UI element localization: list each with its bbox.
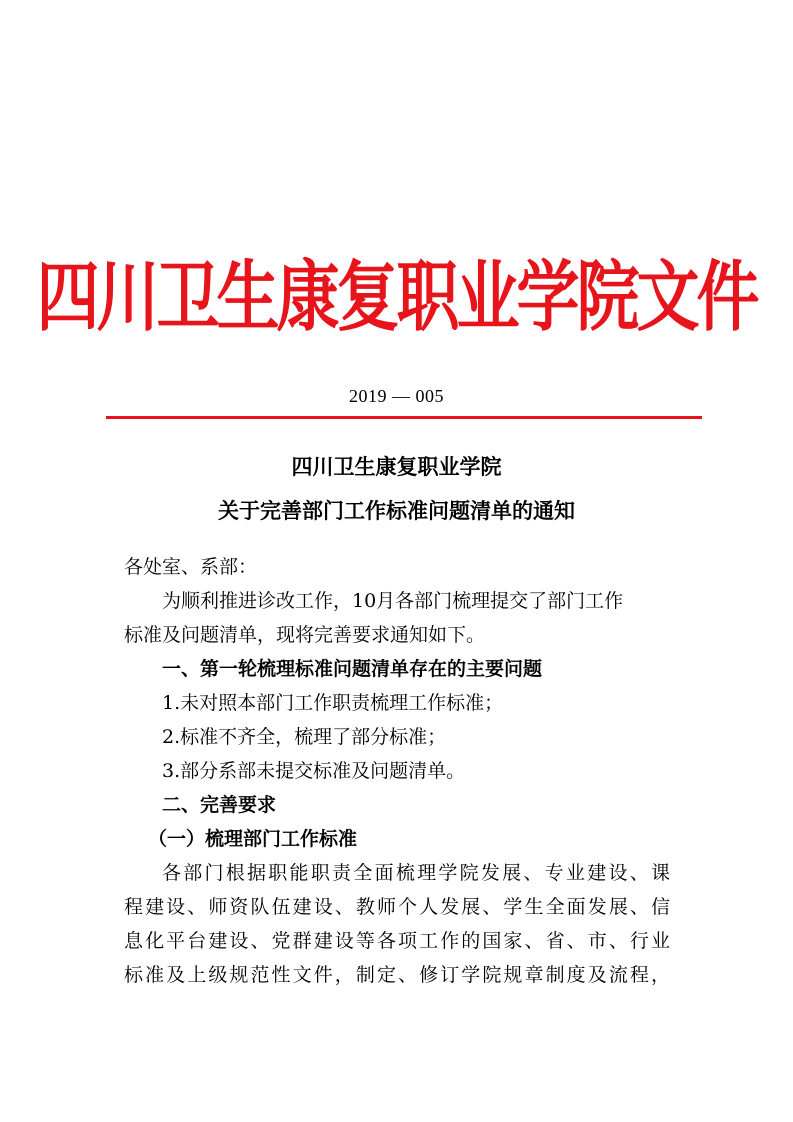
- intro-line-1: 为顺利推进诊改工作，10月各部门梳理提交了部门工作: [162, 590, 624, 612]
- section-2-heading: 二、完善要求: [162, 794, 277, 816]
- notice-title-line-2: 关于完善部门工作标准问题清单的通知: [218, 498, 575, 523]
- red-divider: [106, 416, 702, 419]
- notice-title-line-1: 四川卫生康复职业学院: [291, 454, 502, 479]
- intro-line-2: 标准及问题清单，现将完善要求通知如下。: [124, 624, 486, 646]
- paragraph-line: 标准及上级规范性文件，制定、修订学院规章制度及流程，: [124, 964, 670, 986]
- paragraph-line: 各部门根据职能职责全面梳理学院发展、专业建设、课: [162, 862, 670, 884]
- section-1-item: 2.标准不齐全，梳理了部分标准；: [162, 726, 447, 748]
- subsection-1-heading: （一）梳理部门工作标准: [148, 828, 358, 850]
- section-1-item: 3.部分系部未提交标准及问题清单。: [162, 760, 466, 782]
- paragraph-line: 程建设、师资队伍建设、教师个人发展、学生全面发展、信: [124, 896, 670, 918]
- section-1-heading: 一、第一轮梳理标准问题清单存在的主要问题: [162, 658, 543, 680]
- salutation: 各处室、系部：: [124, 556, 258, 578]
- section-1-item: 1.未对照本部门工作职责梳理工作标准；: [162, 692, 504, 714]
- paragraph-line: 息化平台建设、党群建设等各项工作的国家、省、市、行业: [124, 930, 670, 952]
- masthead: 四川卫生康复职业学院文件: [36, 251, 757, 342]
- document-number: 2019 — 005: [349, 386, 444, 406]
